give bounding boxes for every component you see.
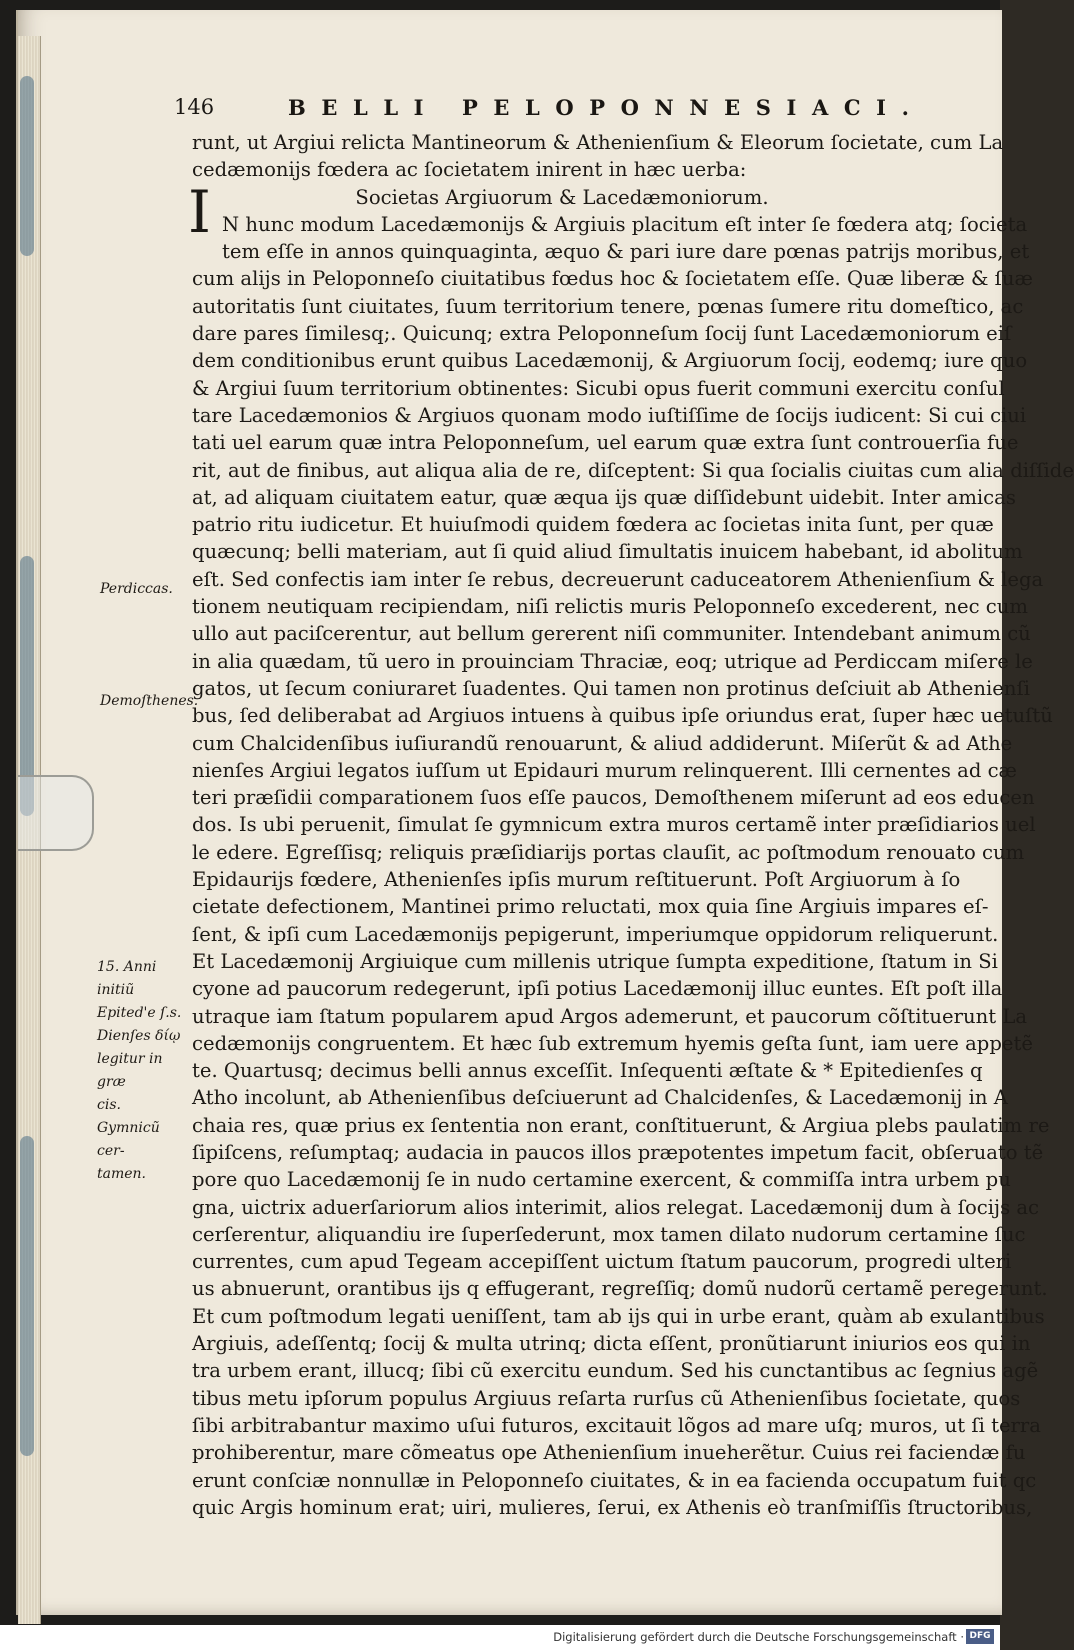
ink-stain (20, 1136, 34, 1456)
text-line: utraque iam ſtatum popularem apud Argos ademerunt, et paucorum cõſtituerunt La (192, 1004, 1028, 1028)
text-line: ullo aut paciſcerentur, aut bellum gererent niſi communiter. Intendebant animum cũ (192, 622, 1031, 646)
body-text (188, 129, 1074, 1521)
text-line: gatos, ut ſecum coniuraret ſuadentes. Qui tamen non protinus deſciuit ab Athenienſi (192, 676, 1031, 700)
margin-note: Epited'e ſ.s. (97, 1005, 182, 1021)
section-heading: Societas Argiuorum & Lacedæmoniorum. (355, 185, 769, 209)
text-line: le edere. Egreſſisq; reliquis præſidiarijs portas clauſit, ac poſtmodum renouato cum (192, 840, 1025, 864)
text-line: patrio ritu iudicetur. Et huiuſmodi quidem fœdera ac ſocietas inita ſunt, per quæ (192, 513, 994, 537)
text-line: eſt. Sed confectis iam inter ſe rebus, decreuerunt caduceatorem Athenienſium & lega (192, 567, 1044, 591)
text-line: nienſes Argiui legatos iuſſum ut Epidauri murum relinquerent. Illi cernentes ad cæ (192, 758, 1017, 782)
folio-number: 146 (174, 95, 215, 119)
text-line: cyone ad paucorum redegerunt, ipſi potius Lacedæmonij illuc euntes. Eſt poſt illa (192, 977, 1003, 1001)
text-line: tionem neutiquam recipiendam, niſi relictis muris Peloponneſo excederent, nec cum (192, 595, 1028, 619)
text-line: ſibi arbitrabantur maximo uſui futuros, excitauit lõgos ad mare uſq; muros, ut ſi terra (192, 1413, 1041, 1437)
text-line: autoritatis ſunt ciuitates, ſuum territorium tenere, pœnas ſumere ritu domeſtico, ac (192, 294, 1024, 318)
page-clip (18, 775, 94, 851)
margin-note: cis. (97, 1097, 121, 1113)
ink-stain (20, 76, 34, 256)
text-line: tem eſſe in annos quinquaginta, æquo & pari iure dare pœnas patrijs moribus, et (222, 240, 1030, 264)
text-line: us abnuerunt, orantibus ijs q effugerant, regreſſiq; domũ nudorũ certamẽ peregerunt. (192, 1277, 1048, 1301)
text-line: tare Lacedæmonios & Argiuos quonam modo iuſtiſſime de ſocijs iudicent: Si cui ciui (192, 403, 1027, 427)
margin-note: tamen. (97, 1166, 146, 1182)
text-line: cedæmonijs fœdera ac ſocietatem inirent in hæc uerba: (192, 158, 747, 182)
text-line: teri præſidii comparationem ſuos eſſe paucos, Demoſthenem miſerunt ad eos educen (192, 786, 1035, 810)
margin-note: Dienſes δίῳ (97, 1028, 181, 1044)
drop-cap: I (188, 178, 211, 246)
text-line: dos. Is ubi peruenit, ſimulat ſe gymnicum extra muros certamẽ inter præſidiarios uel (192, 813, 1036, 837)
text-line: cerſerentur, aliquandiu ire ſuperſederunt, mox tamen dilato nudorum certamine ſuc (192, 1222, 1026, 1246)
text-line: cietate defectionem, Mantinei primo reluctati, mox quia ſine Argiuis impares eſ- (192, 895, 989, 919)
text-line: tati uel earum quæ intra Peloponneſum, uel earum quæ extra ſunt controuerſia fue (192, 431, 1019, 455)
text-line: bus, ſed deliberabat ad Argiuos intuens à quibus ipſe oriundus erat, ſuper hæc uetuſtũ (192, 704, 1053, 728)
text-line: cum Chalcidenſibus iuſiurandũ renouarunt, & aliud addiderunt. Miſerũt & ad Athe (192, 731, 1013, 755)
margin-note: Gymnicũ cer- (97, 1120, 160, 1159)
text-line: quic Argis hominum erat; uiri, mulieres, ſerui, ex Athenis eò tranſmiſſis ſtructoribus, (192, 1495, 1033, 1519)
footer-credit: Digitalisierung gefördert durch die Deutsche Forschungsgemeinschaft · (553, 1630, 964, 1644)
text-line: ſent, & ipſi cum Lacedæmonijs pepigerunt, imperiumque oppidorum reliquerunt. (192, 922, 999, 946)
text-line: tra urbem erant, illucq; ſibi cũ exercitu eundum. Sed his cunctantibus ac ſegnius agẽ (192, 1359, 1039, 1383)
text-line: quæcunq; belli materiam, aut ſi quid aliud ſimultatis inuicem habebant, id abolitum (192, 540, 1023, 564)
text-line: gna, uictrix aduerſariorum alios interimit, alios relegat. Lacedæmonij dum à ſocijs ac (192, 1195, 1040, 1219)
text-line: ſipiſcens, reſumptaq; audacia in paucos illos præpotentes impetum facit, obſeruato tẽ (192, 1140, 1044, 1164)
dfg-logo: DFG (966, 1629, 994, 1644)
margin-note: legitur in græ (97, 1051, 163, 1090)
text-line: prohiberentur, mare cõmeatus ope Athenienſium inueherẽtur. Cuius rei faciendæ fu (192, 1441, 1026, 1465)
text-line: dem conditionibus erunt quibus Lacedæmonij, & Argiuorum ſocij, eodemq; iure quo (192, 349, 1028, 373)
text-line: chaia res, quæ prius ex ſententia non erant, conſtituerunt, & Argiua plebs paulatim re (192, 1113, 1050, 1137)
page-header (174, 95, 934, 127)
text-line: & Argiui ſuum territorium obtinentes: Sicubi opus fuerit communi exercitu conſul (192, 376, 1005, 400)
text-line: Et cum poſtmodum legati ueniſſent, tam ab ijs qui in urbe erant, quàm ab exulantibus (192, 1304, 1045, 1328)
margin-note: Demoſthenes. (100, 693, 199, 709)
text-line: at, ad aliquam ciuitatem eatur, quæ æqua ijs quæ diſſidebunt uidebit. Inter amicas (192, 485, 1016, 509)
text-line: rit, aut de finibus, aut aliqua alia de re, diſceptent: Si qua ſocialis ciuitas cum alia diſſide (192, 458, 1074, 482)
margin-note: Perdiccas. (100, 581, 173, 597)
text-line: in alia quædam, tũ uero in prouinciam Thraciæ, eoq; utrique ad Perdiccam miſere le (192, 649, 1033, 673)
text-line: Et Lacedæmonij Argiuique cum millenis utrique ſumpta expeditione, ſtatum in Si (192, 949, 998, 973)
text-line: N hunc modum Lacedæmonijs & Argiuis placitum eſt inter ſe fœdera atq; ſocieta (222, 212, 1028, 236)
text-line: currentes, cum apud Tegeam accepiſſent uictum ſtatum paucorum, progredi ulteri (192, 1250, 1012, 1274)
text-line: pore quo Lacedæmonij ſe in nudo certamine exercent, & commiſſa intra urbem pu (192, 1168, 1011, 1192)
text-line: Epidaurijs fœdere, Athenienſes ipſis murum reſtituerunt. Poſt Argiuorum à ſo (192, 868, 961, 892)
margin-note-block (97, 956, 189, 1186)
text-line: tibus metu ipſorum populus Argiuus reſarta rurſus cũ Athenienſibus ſocietate, quos (192, 1386, 1021, 1410)
text-line: cedæmonijs congruentem. Et hæc ſub extremum hyemis geſta ſunt, iam uere appetẽ (192, 1031, 1033, 1055)
text-line: dare pares ſimilesq;. Quicunq; extra Peloponneſum ſocij ſunt Lacedæmoniorum eiſ (192, 322, 1012, 346)
text-line: te. Quartusq; decimus belli annus exceſſit. Inſequenti æſtate & * Epitedienſes q (192, 1059, 983, 1083)
text-line: runt, ut Argiui relicta Mantineorum & Athenienſium & Eleorum ſocietate, cum La (192, 131, 1004, 154)
text-line: cum alijs in Peloponneſo ciuitatibus fœdus hoc & ſocietatem eſſe. Quæ liberæ & ſuæ (192, 267, 1033, 291)
margin-note: 15. Anni initiũ (97, 959, 157, 998)
text-line: Atho incolunt, ab Athenienſibus deſciuerunt ad Chalcidenſes, & Lacedæmonij in A (192, 1086, 1008, 1110)
running-title: BELLI PELOPONNESIACI. (288, 95, 925, 120)
text-line: erunt conſciæ nonnullæ in Peloponneſo ciuitates, & in ea facienda occupatum fuit qc (192, 1468, 1037, 1492)
text-line: Argiuis, adeſſentq; ſocij & multa utrinq; dicta eſſent, pronũtiarunt iniurios eos qui in (192, 1332, 1031, 1356)
